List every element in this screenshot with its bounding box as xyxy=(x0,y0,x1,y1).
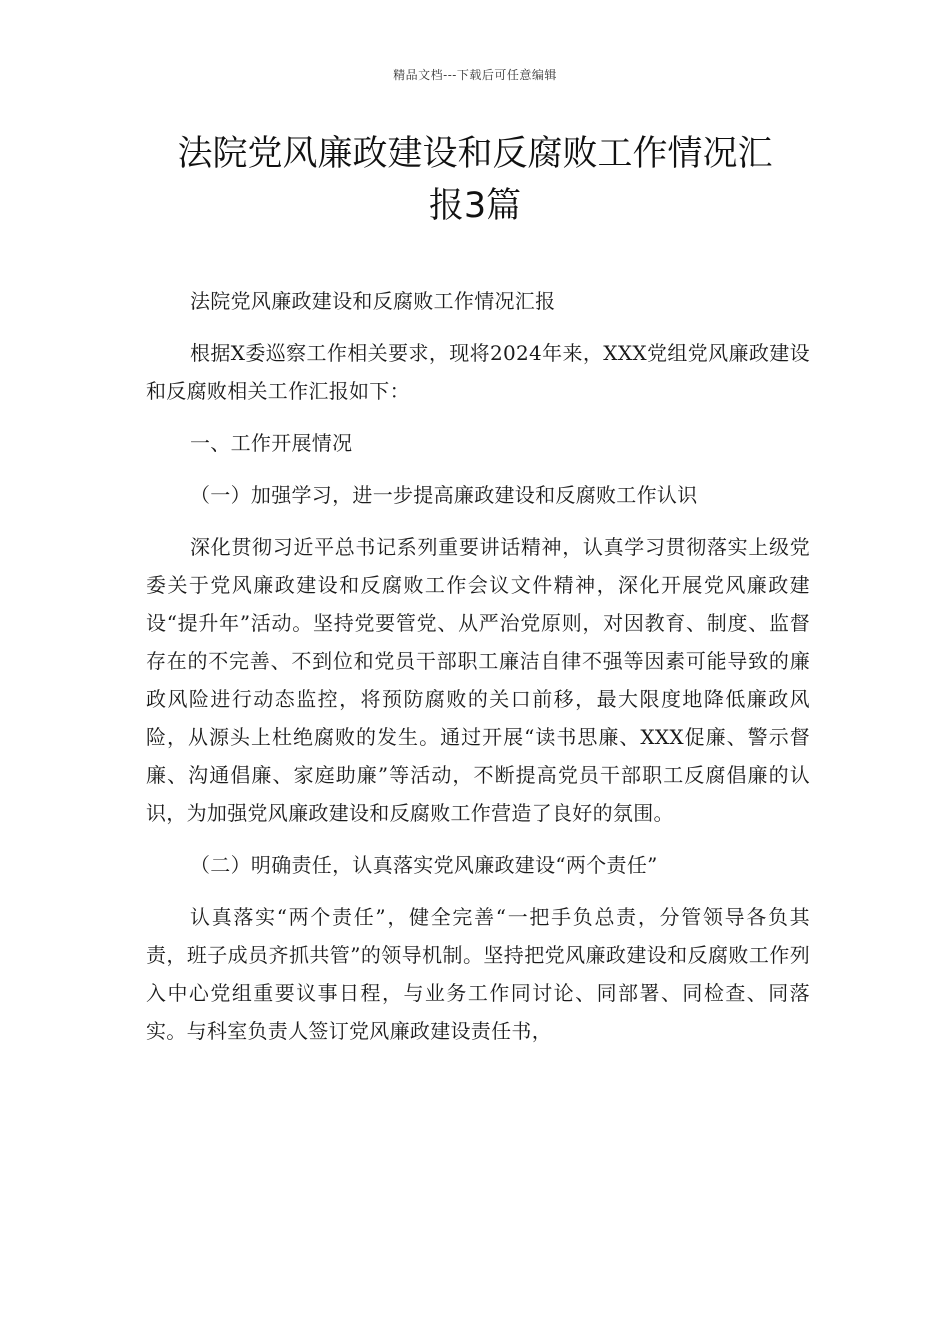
paragraph-intro: 根据X委巡察工作相关要求，现将2024年来，XXX党组党风廉政建设和反腐败相关工作汇报如下： xyxy=(146,341,810,403)
subsection-heading-2: （二）明确责任，认真落实党风廉政建设“两个责任” xyxy=(190,853,658,877)
section-heading-1: 一、工作开展情况 xyxy=(190,431,353,455)
paragraph-responsibility: 认真落实“两个责任”，健全完善“一把手负总责，分管领导各负其责，班子成员齐抓共管”的领导机制。坚持把党风廉政建设和反腐败工作列入中心党组重要议事日程，与业务工作同讨论、同部署、同检查、同落实。与科室负责人签订党风廉政建设责任书， xyxy=(146,905,810,1043)
subsection-heading-1: （一）加强学习，进一步提高廉政建设和反腐败工作认识 xyxy=(190,483,698,507)
paragraph-study: 深化贯彻习近平总书记系列重要讲话精神，认真学习贯彻落实上级党委关于党风廉政建设和反腐败工作会议文件精神，深化开展党风廉政建设“提升年”活动。坚持党要管党、从严治党原则，对因教育、制度、监督存在的不完善、不到位和党员干部职工廉洁自律不强等因素可能导致的廉政风险进行动态监控，将预防腐败的关口前移，最大限度地降低廉政风险，从源头上杜绝腐败的发生。通过开展“读书思廉、XXX促廉、警示督廉、沟通倡廉、家庭助廉”等活动，不断提高党员干部职工反腐倡廉的认识，为加强党风廉政建设和反腐败工作营造了良好的氛围。 xyxy=(146,535,810,825)
paragraph-subtitle: 法院党风廉政建设和反腐败工作情况汇报 xyxy=(190,289,556,313)
document-title xyxy=(140,128,810,232)
document-body xyxy=(146,282,810,1064)
title-line-1: 法院党风廉政建设和反腐败工作情况汇 xyxy=(177,134,773,174)
title-line-2: 报3篇 xyxy=(428,186,522,226)
header-note: 精品文档---下载后可任意编辑 xyxy=(393,68,557,82)
